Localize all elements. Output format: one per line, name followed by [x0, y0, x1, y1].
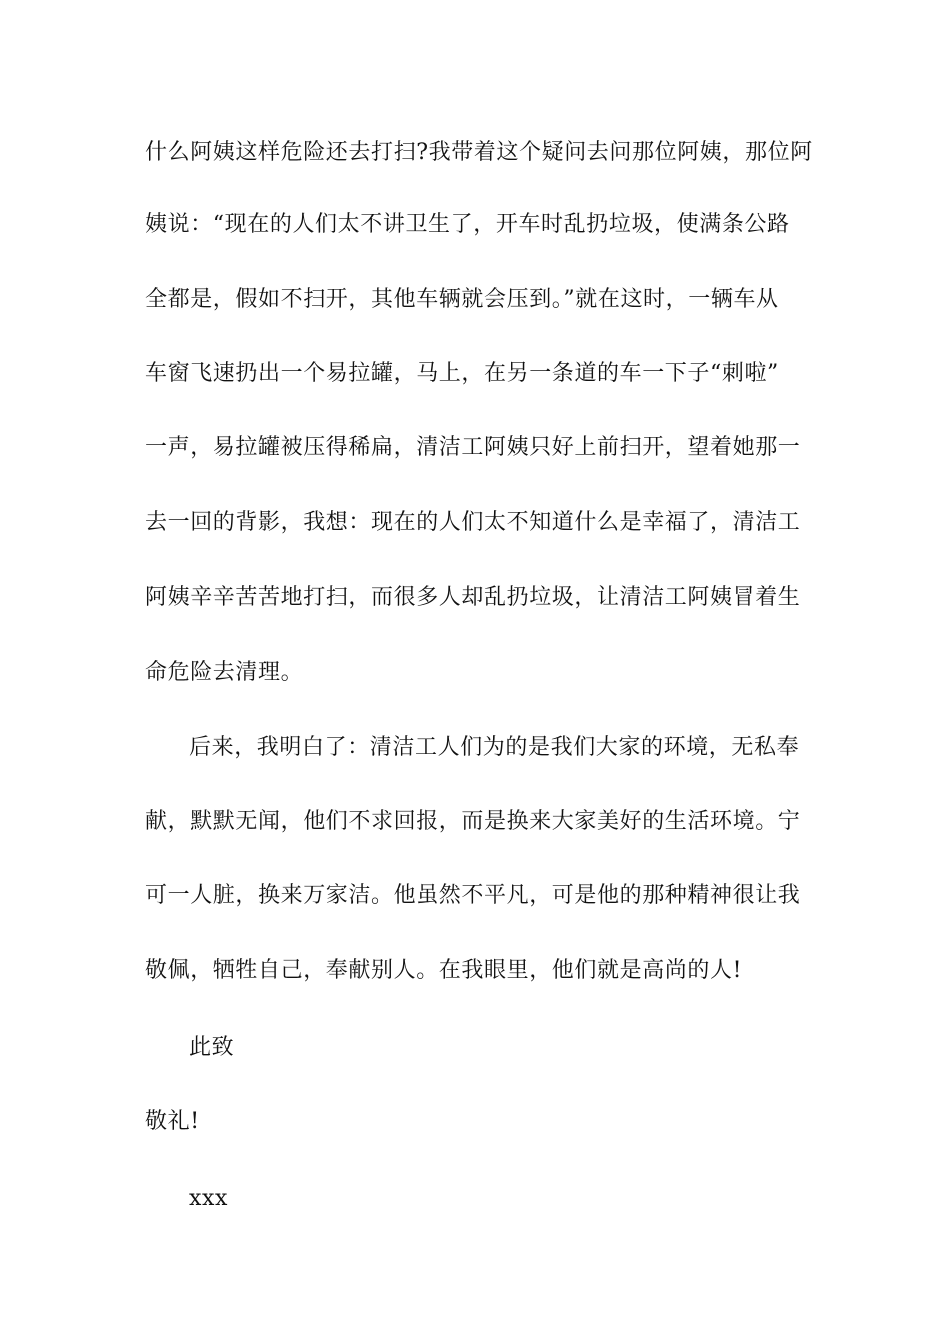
body-line-10: 献，默默无闻，他们不求回报，而是换来大家美好的生活环境。宁	[145, 809, 801, 834]
closing-text: 此致	[189, 1035, 235, 1060]
body-line-12: 敬佩，牺牲自己，奉献别人。在我眼里，他们就是高尚的人!	[145, 958, 743, 983]
signature-text: xxx	[189, 1186, 229, 1211]
body-line-9: 后来，我明白了：清洁工人们为的是我们大家的环境，无私奉	[189, 735, 800, 760]
body-line-2: 姨说：“现在的人们太不讲卫生了，开车时乱扔垃圾，使满条公路	[145, 212, 790, 237]
salute-text: 敬礼!	[145, 1109, 200, 1134]
body-line-7: 阿姨辛辛苦苦地打扫，而很多人却乱扔垃圾，让清洁工阿姨冒着生	[145, 585, 801, 610]
body-line-5: 一声，易拉罐被压得稀扁，清洁工阿姨只好上前扫开，望着她那一	[145, 435, 801, 460]
body-line-4: 车窗飞速扔出一个易拉罐，马上，在另一条道的车一下子“刺啦”	[145, 361, 779, 386]
body-line-1: 什么阿姨这样危险还去打扫?我带着这个疑问去问那位阿姨，那位阿	[145, 140, 813, 165]
body-line-11: 可一人脏，换来万家洁。他虽然不平凡，可是他的那种精神很让我	[145, 883, 801, 908]
body-line-8: 命危险去清理。	[145, 660, 304, 685]
body-line-6: 去一回的背影，我想：现在的人们太不知道什么是幸福了，清洁工	[145, 510, 801, 535]
body-line-3: 全都是，假如不扫开，其他车辆就会压到。”就在这时，一辆车从	[145, 287, 779, 312]
